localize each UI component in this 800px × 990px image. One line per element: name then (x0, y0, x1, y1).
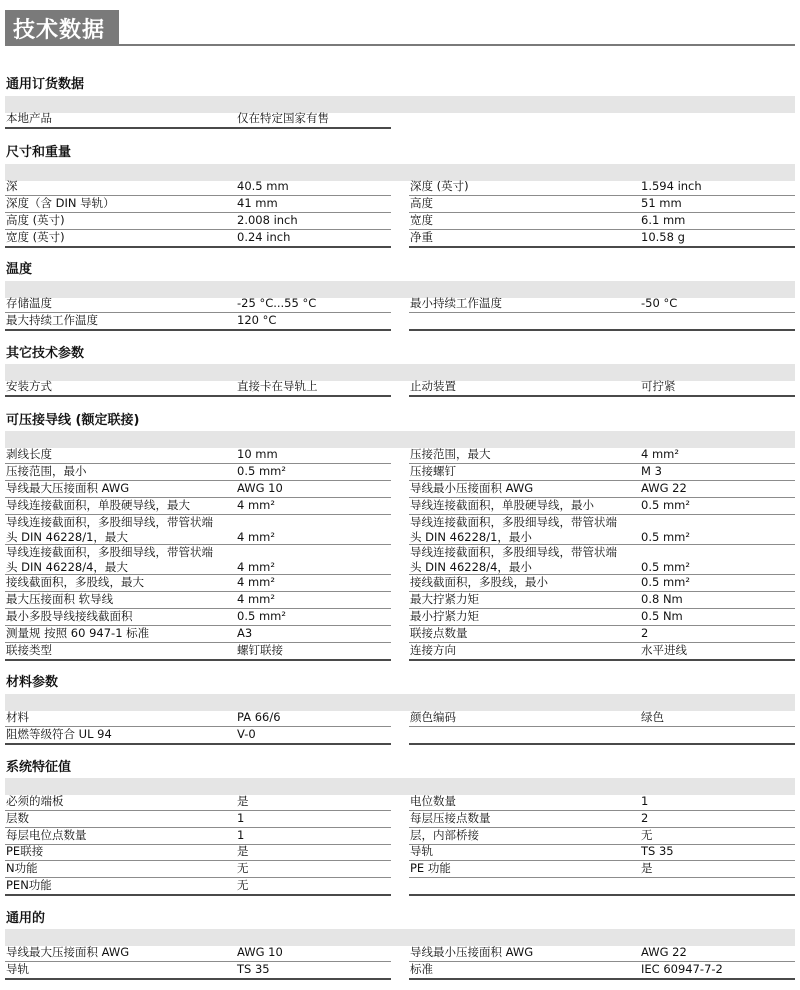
section-band-ordering (5, 96, 795, 113)
spec-value: 无 (641, 828, 653, 842)
spec-value: AWG 22 (641, 945, 687, 959)
spec-value: 2 (641, 626, 649, 640)
spec-value: AWG 10 (237, 481, 283, 495)
row-divider (5, 860, 391, 861)
spec-label: 导线最大压接面积 AWG (6, 945, 130, 959)
row-divider (5, 810, 391, 811)
spec-value: AWG 22 (641, 481, 687, 495)
spec-label: 高度 (英寸) (6, 213, 65, 227)
spec-value: PA 66/6 (237, 710, 281, 724)
spec-value: 1 (237, 811, 245, 825)
spec-value: 螺钉联接 (237, 643, 283, 657)
spec-value: 是 (237, 794, 249, 808)
row-divider (5, 246, 391, 248)
spec-label: 导线连接截面积，单股硬导线，最大 (6, 498, 190, 512)
spec-value: 1.594 inch (641, 179, 702, 193)
spec-value: 4 mm² (237, 530, 275, 544)
spec-value: 120 °C (237, 313, 277, 327)
spec-label: 电位数量 (410, 794, 456, 808)
spec-label: 最大拧紧力矩 (410, 592, 479, 606)
spec-label: 导线最小压接面积 AWG (410, 945, 534, 959)
spec-value: 0.5 mm² (237, 464, 286, 478)
row-divider (409, 844, 795, 845)
spec-value: 0.24 inch (237, 230, 291, 244)
section-title-temperature: 温度 (6, 262, 33, 277)
spec-label: 存储温度 (6, 296, 52, 310)
section-title-conductors: 可压接导线 (额定联接) (6, 413, 140, 428)
spec-label: 本地产品 (6, 111, 52, 125)
spec-label: 导轨 (410, 844, 433, 858)
row-divider (409, 642, 795, 643)
spec-label: 深 (6, 179, 18, 193)
spec-label: 宽度 (410, 213, 433, 227)
spec-value: 4 mm² (641, 447, 679, 461)
spec-label: 导线连接截面积，多股细导线，带管状端 (6, 545, 213, 559)
spec-label: 压接螺钉 (410, 464, 456, 478)
spec-label: 阻燃等级符合 UL 94 (6, 727, 112, 741)
row-divider (409, 312, 795, 313)
spec-label: 每层电位点数量 (6, 828, 87, 842)
spec-value: 1 (237, 828, 245, 842)
row-divider (5, 395, 391, 397)
spec-value: -50 °C (641, 296, 678, 310)
spec-value: 0.8 Nm (641, 592, 683, 606)
row-divider (409, 877, 795, 878)
section-title-material: 材料参数 (6, 675, 59, 690)
header-title-bar (5, 10, 119, 45)
spec-label: N功能 (6, 861, 38, 875)
spec-label: 材料 (6, 710, 29, 724)
spec-value: IEC 60947-7-2 (641, 962, 723, 976)
spec-value: 无 (237, 861, 249, 875)
spec-value: -25 °C...55 °C (237, 296, 317, 310)
spec-value: 0.5 mm² (237, 609, 286, 623)
row-divider (409, 743, 795, 745)
row-divider (409, 229, 795, 230)
spec-value: 0.5 mm² (641, 498, 690, 512)
spec-label: 接线截面积，多股线，最大 (6, 575, 144, 589)
spec-value: 是 (237, 844, 249, 858)
spec-label: 导线连接截面积，多股细导线，带管状端 (6, 515, 213, 529)
spec-label: 层，内部桥接 (410, 828, 479, 842)
spec-label: 最小多股导线接线截面积 (6, 609, 133, 623)
title-underline (5, 44, 795, 46)
spec-label: 导线连接截面积，单股硬导线，最小 (410, 498, 594, 512)
spec-value: 4 mm² (237, 592, 275, 606)
spec-value: 可拧紧 (641, 379, 676, 393)
section-title-ordering: 通用订货数据 (6, 77, 85, 92)
section-title-general: 通用的 (6, 911, 46, 926)
row-divider (5, 978, 391, 980)
row-divider (5, 877, 391, 878)
spec-label: 层数 (6, 811, 29, 825)
section-title-system: 系统特征值 (6, 760, 72, 775)
section-title-other: 其它技术参数 (6, 346, 85, 361)
spec-value: 41 mm (237, 196, 278, 210)
row-divider (409, 726, 795, 727)
spec-label: 导线最大压接面积 AWG (6, 481, 130, 495)
spec-label: PE联接 (6, 844, 44, 858)
spec-value: 40.5 mm (237, 179, 289, 193)
spec-value: 10.58 g (641, 230, 685, 244)
spec-label: 高度 (410, 196, 433, 210)
section-band-other (5, 364, 795, 381)
row-divider (409, 961, 795, 962)
spec-label: 最小拧紧力矩 (410, 609, 479, 623)
spec-label: 联接类型 (6, 643, 52, 657)
spec-label: 必须的端板 (6, 794, 64, 808)
spec-value: 4 mm² (237, 560, 275, 574)
spec-value: 2 (641, 811, 649, 825)
spec-value: V-0 (237, 727, 256, 741)
row-divider (5, 844, 391, 845)
spec-value: 无 (237, 878, 249, 892)
row-divider (409, 195, 795, 196)
row-divider (5, 961, 391, 962)
spec-label: 深度 (英寸) (410, 179, 469, 193)
row-divider (5, 642, 391, 643)
spec-value: TS 35 (641, 844, 674, 858)
spec-value: 51 mm (641, 196, 682, 210)
row-divider (409, 463, 795, 464)
spec-label: 导线连接截面积，多股细导线，带管状端 (410, 545, 617, 559)
spec-label: 最大持续工作温度 (6, 313, 98, 327)
spec-label: PE 功能 (410, 861, 451, 875)
spec-value: 0.5 mm² (641, 530, 690, 544)
spec-label: 净重 (410, 230, 433, 244)
spec-value: AWG 10 (237, 945, 283, 959)
row-divider (409, 894, 795, 896)
spec-value: 1 (641, 794, 649, 808)
spec-label: 导轨 (6, 962, 29, 976)
spec-value: 水平进线 (641, 643, 687, 657)
section-band-system (5, 778, 795, 795)
spec-label: 安装方式 (6, 379, 52, 393)
row-divider (5, 127, 391, 129)
spec-value: TS 35 (237, 962, 270, 976)
spec-label: 联接点数量 (410, 626, 468, 640)
row-divider (5, 894, 391, 896)
spec-value: 是 (641, 861, 653, 875)
spec-label: 每层压接点数量 (410, 811, 491, 825)
spec-value: 4 mm² (237, 575, 275, 589)
spec-label: 接线截面积，多股线，最小 (410, 575, 548, 589)
spec-value: 0.5 mm² (641, 575, 690, 589)
row-divider (409, 212, 795, 213)
row-divider (409, 329, 795, 331)
row-divider (409, 860, 795, 861)
row-divider (409, 395, 795, 397)
spec-value: 绿色 (641, 710, 664, 724)
section-band-general (5, 929, 795, 946)
spec-label: 最小持续工作温度 (410, 296, 502, 310)
spec-value: 0.5 mm² (641, 560, 690, 574)
spec-label: 深度（含 DIN 导轨） (6, 196, 115, 210)
row-divider (409, 246, 795, 248)
spec-value: A3 (237, 626, 253, 640)
section-title-dimensions: 尺寸和重量 (6, 145, 72, 160)
spec-label-cont: 头 DIN 46228/1，最小 (410, 530, 532, 544)
spec-label: 导线连接截面积，多股细导线，带管状端 (410, 515, 617, 529)
page-title: 技术数据 (13, 18, 106, 43)
spec-value: 2.008 inch (237, 213, 298, 227)
spec-label: 压接范围，最小 (6, 464, 87, 478)
spec-label: 连接方向 (410, 643, 456, 657)
spec-value: 仅在特定国家有售 (237, 111, 329, 125)
spec-label: 标准 (410, 962, 433, 976)
spec-label-cont: 头 DIN 46228/1，最大 (6, 530, 128, 544)
section-band-conductors (5, 431, 795, 448)
row-divider (5, 659, 391, 661)
spec-label-cont: 头 DIN 46228/4，最小 (410, 560, 532, 574)
spec-label: 止动装置 (410, 379, 456, 393)
spec-label: 宽度 (英寸) (6, 230, 65, 244)
spec-value: 6.1 mm (641, 213, 686, 227)
spec-label: 导线最小压接面积 AWG (410, 481, 534, 495)
spec-label: PEN功能 (6, 878, 52, 892)
row-divider (409, 659, 795, 661)
spec-label: 剥线长度 (6, 447, 52, 461)
spec-value: 0.5 Nm (641, 609, 683, 623)
section-band-material (5, 694, 795, 711)
row-divider (5, 743, 391, 745)
spec-value: 直接卡在导轨上 (237, 379, 318, 393)
spec-label: 颜色编码 (410, 710, 456, 724)
spec-label: 测量规 按照 60 947-1 标准 (6, 626, 150, 640)
row-divider (5, 329, 391, 331)
row-divider (409, 978, 795, 980)
spec-label: 最大压接面积 软导线 (6, 592, 114, 606)
spec-value: 4 mm² (237, 498, 275, 512)
spec-value: M 3 (641, 464, 662, 478)
spec-label: 压接范围，最大 (410, 447, 491, 461)
spec-value: 10 mm (237, 447, 278, 461)
spec-label-cont: 头 DIN 46228/4，最大 (6, 560, 128, 574)
